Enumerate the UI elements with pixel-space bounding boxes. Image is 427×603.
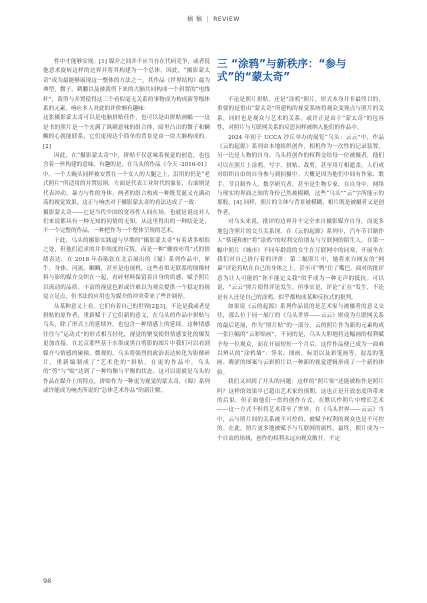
- left-column: [43, 58, 210, 397]
- page-number: 98: [43, 577, 52, 585]
- body-paragraph: 从某种意义上看，它们有着自己的世界[2][3]，不论是我或者是拼贴的原作者，重新赋于了它们新的意义，在乌头的作品中拼贴与乌头，除了形式上的延续外，也包含一种情感上的延续。这种情感往往与“运动式”的形式相互轻化，视觉的聚变使得情感变化的爆发更加直接，在北京那些基于水墨或黑白剪影的图片中我们可以看到媒介与情感的碰撞。微观的，乌头将强烈的政治表达转化为影像碎片，重新编制成了“艺术化的”拼贴，在更的作品中，乌头的“剪”与“贴”达到了一种均衡与平衡的状态。这可以说就是乌头的作品在媒介上的特点，拼贴作为一种更为视觉的蒙太奇，《蜀》系列或许能成为响杰所说的“总体艺术作品”的新注解。: [43, 303, 210, 395]
- body-paragraph: 于此，乌头的摄影实践逼与早期的“摄影蒙太奇”有着诸多相似之处，但他们追求的并非纯度的反叛，而是一种“骤放亦骂”式的情绪表达，在 2018 年春陈钦在北京展出的《蜀》系列作品中，犀牛、身体、河流、鲷鲷，甚至是电视机，这些看似无联系的图像材料与影的媒介交织在一起，看碎材料保留着自身的质感，赋予照片以流动的品质。丰富的视觉色彩或许难以为观众提供一个稳定的视觉立足点，但书法的应用也为媒介的冲突带来了些许调停。: [43, 237, 210, 301]
- journal-section-name: 稿 稿: [187, 16, 203, 23]
- body-paragraph: 2024 年初于 UCCA 沙丘举办的展览“乌头：云云”中，作品《云的起源》系列由本地组织创作，相机作为一次性的记录装置，另一边是人物的自身，乌头将创作的权利交给每一位被摄者，他们可以在照片上涂鸦、写字、拼贴、裁剪，甚至用互相遮盖。人们成对组织自由的自身参与到拍摄中。大概是因为他们中间有作家、歌手、节目制作人、数学研究者、甚至是生物专家，在自身中，网络与现实的界面之间的身份已然被模糊，这些“乌头”“云”字所能示的那般。[4] 同样，照片的主体与背景被模糊，相片既是被摄者又是创作者。: [217, 134, 384, 216]
- body-paragraph: 我们又回到了开头的问题：这样的“照片贴”还能被称作是照片吗？这样的效果早已超出艺术家的预期。这也正是开放态度所带来的后果。但正如他们一贯的创作方式，在默认作照片中增长艺术——这一方式不但将艺术带至了世界，在《乌头世界——云云》当中，云与照片间的关系被不可控的、被赋予权利的观众也是不可控的。在此，照片更多地被赋予与互联网的属性，最终，照片成为一个自由的场域，创作的权利永远向观众敞开。不定: [217, 379, 384, 442]
- section-heading: 三 “涂鸦”与新秩序：“参与式”的“蒙太奇”: [217, 58, 347, 83]
- header-divider: |: [206, 16, 210, 23]
- body-paragraph: 对乌头来说，批评的边界并不完全来自摄影媒介自身，而更多地包含照片的交互关系现。在《云的起源》系列中，汽车节目制作人“蔡速和柏”将“涂鸦”的权利交给朋友与互联网的陌生人。在第一幅中照片《城市》不同年龄段的女生在互联网中的同寒，开展坐在我们对自己拼行着的评价：第二幅照片中，她将来自网友的“网暴”评论将贴在自己的身体之上，甚至可“鸭”住了嘴巴，面对的批评意为让人可能的“你不能定义我”似乎成为一种无声的抵抗。可以说，“云云”照片使得评论发生、但事实是，评论“正在”发生，不论是有人还是自己的涂鸦，似乎都构成某种反抗式的批判。: [217, 219, 384, 301]
- body-paragraph: 如果说《云的起源》系列作品说的是艺术家与被摄者的意义交往，那么位于同一展厅的《乌头世界——云云》则成为互联网关系的最后延展，作为“照片贴”的一部分，云的照片作为新的元素构成一张巨幅的“云彩贴画”，不同的是，乌头大胆地将这幅画的权利赋予每一位观众，而在开展短短一个月后，这件作品便已成为一面难以辨认的“涂鸦墙”：签名、图画、标语以及彩笔画等，混乱的笔画、晦涩的图案与云彩照片以一种新的视觉逻辑形成了一个新的体验。: [217, 303, 384, 376]
- section-label: REVIEW: [213, 16, 240, 23]
- body-paragraph: 因此，在“摄影蒙太奇”中，拼贴不仅意味着视觉的创造，也包含着一丝构建的意味。有趣的是，在乌头的作品《今天 -2016-01》中，一个大碗头同样被安置在一个女人的大腿之上，沿用的仍是“老式照片”所适用的并置原则。左面是代表工业时代的象征，右面则是代表冲动、暴力与性的身体，两者的组合构成一种既荒诞又充满动荡的视觉效果，这正与响杰对于摄影蒙太奇的看法达成了一致：: [43, 153, 210, 207]
- right-column: [217, 58, 384, 444]
- body-paragraph: 不论是照片拼贴，还是“涂鸦”照片，形式本身并非最终目的，重要的是借由“蒙太奇”所建构的视觉系统将观众变现点与照片的关系，同时也是观众与艺术的关系。或许正是由于“蒙太奇”的包容性，对照片与互联网关系的反思同样被纳入他们的作品中。: [217, 97, 384, 132]
- block-quote: 摄影蒙太奇——它是当代中国的宽容性人间在场，也就是说这对人们来说都具有一种无知的同情的无知。从这里得出的一种结论是，不一个完整的作品，一种把作为一个整体呈现的艺术。: [43, 209, 210, 235]
- block-quote: 这张摄影蒙太奇可以是电脑拼贴佳作，也可以是由拼贴画幅一一这是书的照片是一个充满了讽刺意味的组合体，暗里凸出的微子和鲷鲷的心就能联系，它们更现达个简单的背景是由一块大脑构成的。[2]: [43, 115, 210, 150]
- page-header: [0, 14, 427, 23]
- body-paragraph: 性中才能够实现。[1] 媒介之间并不应当存在代码竞争，或者说他意求旋转这样的边界并将其构建为一个总体。因此，“摄影蒙太奇”成为最能够展现这一整体的方法之一，其作品《世界结构》最为典型，微子、鹤鹏以及被裁剪下来的大脑共同构成一个斜置的“电线杆”，裁剪与并置使得这三个看似毫无关系的事物成为构成新等级体系的元素，响应本人对此的评价颇有趣味：: [43, 59, 210, 113]
